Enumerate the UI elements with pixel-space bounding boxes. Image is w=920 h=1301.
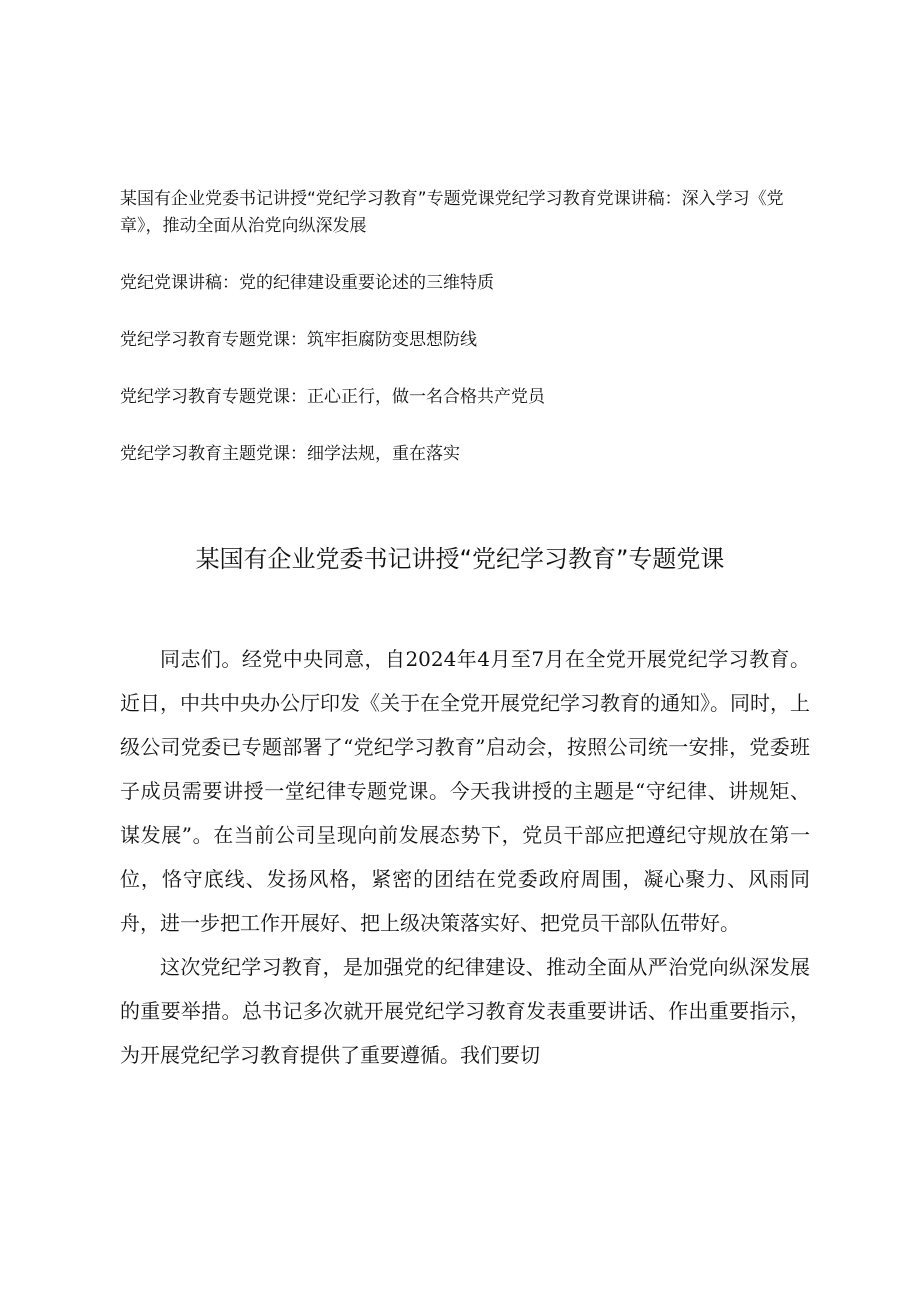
table-of-contents [120, 186, 810, 498]
body-paragraph: 这次党纪学习教育，是加强党的纪律建设、推动全面从严治党向纵深发展的重要举措。总书记多次就开展党纪学习教育发表重要讲话、作出重要指示，为开展党纪学习教育提供了重要遵循。我们要切 [120, 955, 810, 1067]
document-body [120, 637, 810, 1077]
document-title: 某国有企业党委书记讲授“党纪学习教育”专题党课 [195, 545, 725, 573]
toc-item[interactable]: 某国有企业党委书记讲授“党纪学习教育”专题党课党纪学习教育党课讲稿：深入学习《党章》，推动全面从治党向纵深发展 [120, 189, 784, 236]
body-paragraph: 同志们。经党中央同意，自2024年4月至7月在全党开展党纪学习教育。近日，中共中央办公厅印发《关于在全党开展党纪学习教育的通知》。同时，上级公司党委已专题部署了“党纪学习教育”启动会，按照公司统一安排，党委班子成员需要讲授一堂纪律专题党课。今天我讲授的主题是“守纪律、讲规矩、谋发展”。在当前公司呈现向前发展态势下，党员干部应把遵纪守规放在第一位，恪守底线、发扬风格，紧密的团结在党委政府周围，凝心聚力、风雨同舟，进一步把工作开展好、把上级决策落实好、把党员干部队伍带好。 [120, 647, 810, 935]
toc-item[interactable]: 党纪学习教育专题党课：筑牢拒腐防变思想防线 [120, 330, 477, 350]
toc-item[interactable]: 党纪学习教育专题党课：正心正行，做一名合格共产党员 [120, 387, 545, 407]
toc-item[interactable]: 党纪学习教育主题党课：细学法规，重在落实 [120, 444, 460, 464]
toc-item[interactable]: 党纪党课讲稿：党的纪律建设重要论述的三维特质 [120, 273, 494, 293]
